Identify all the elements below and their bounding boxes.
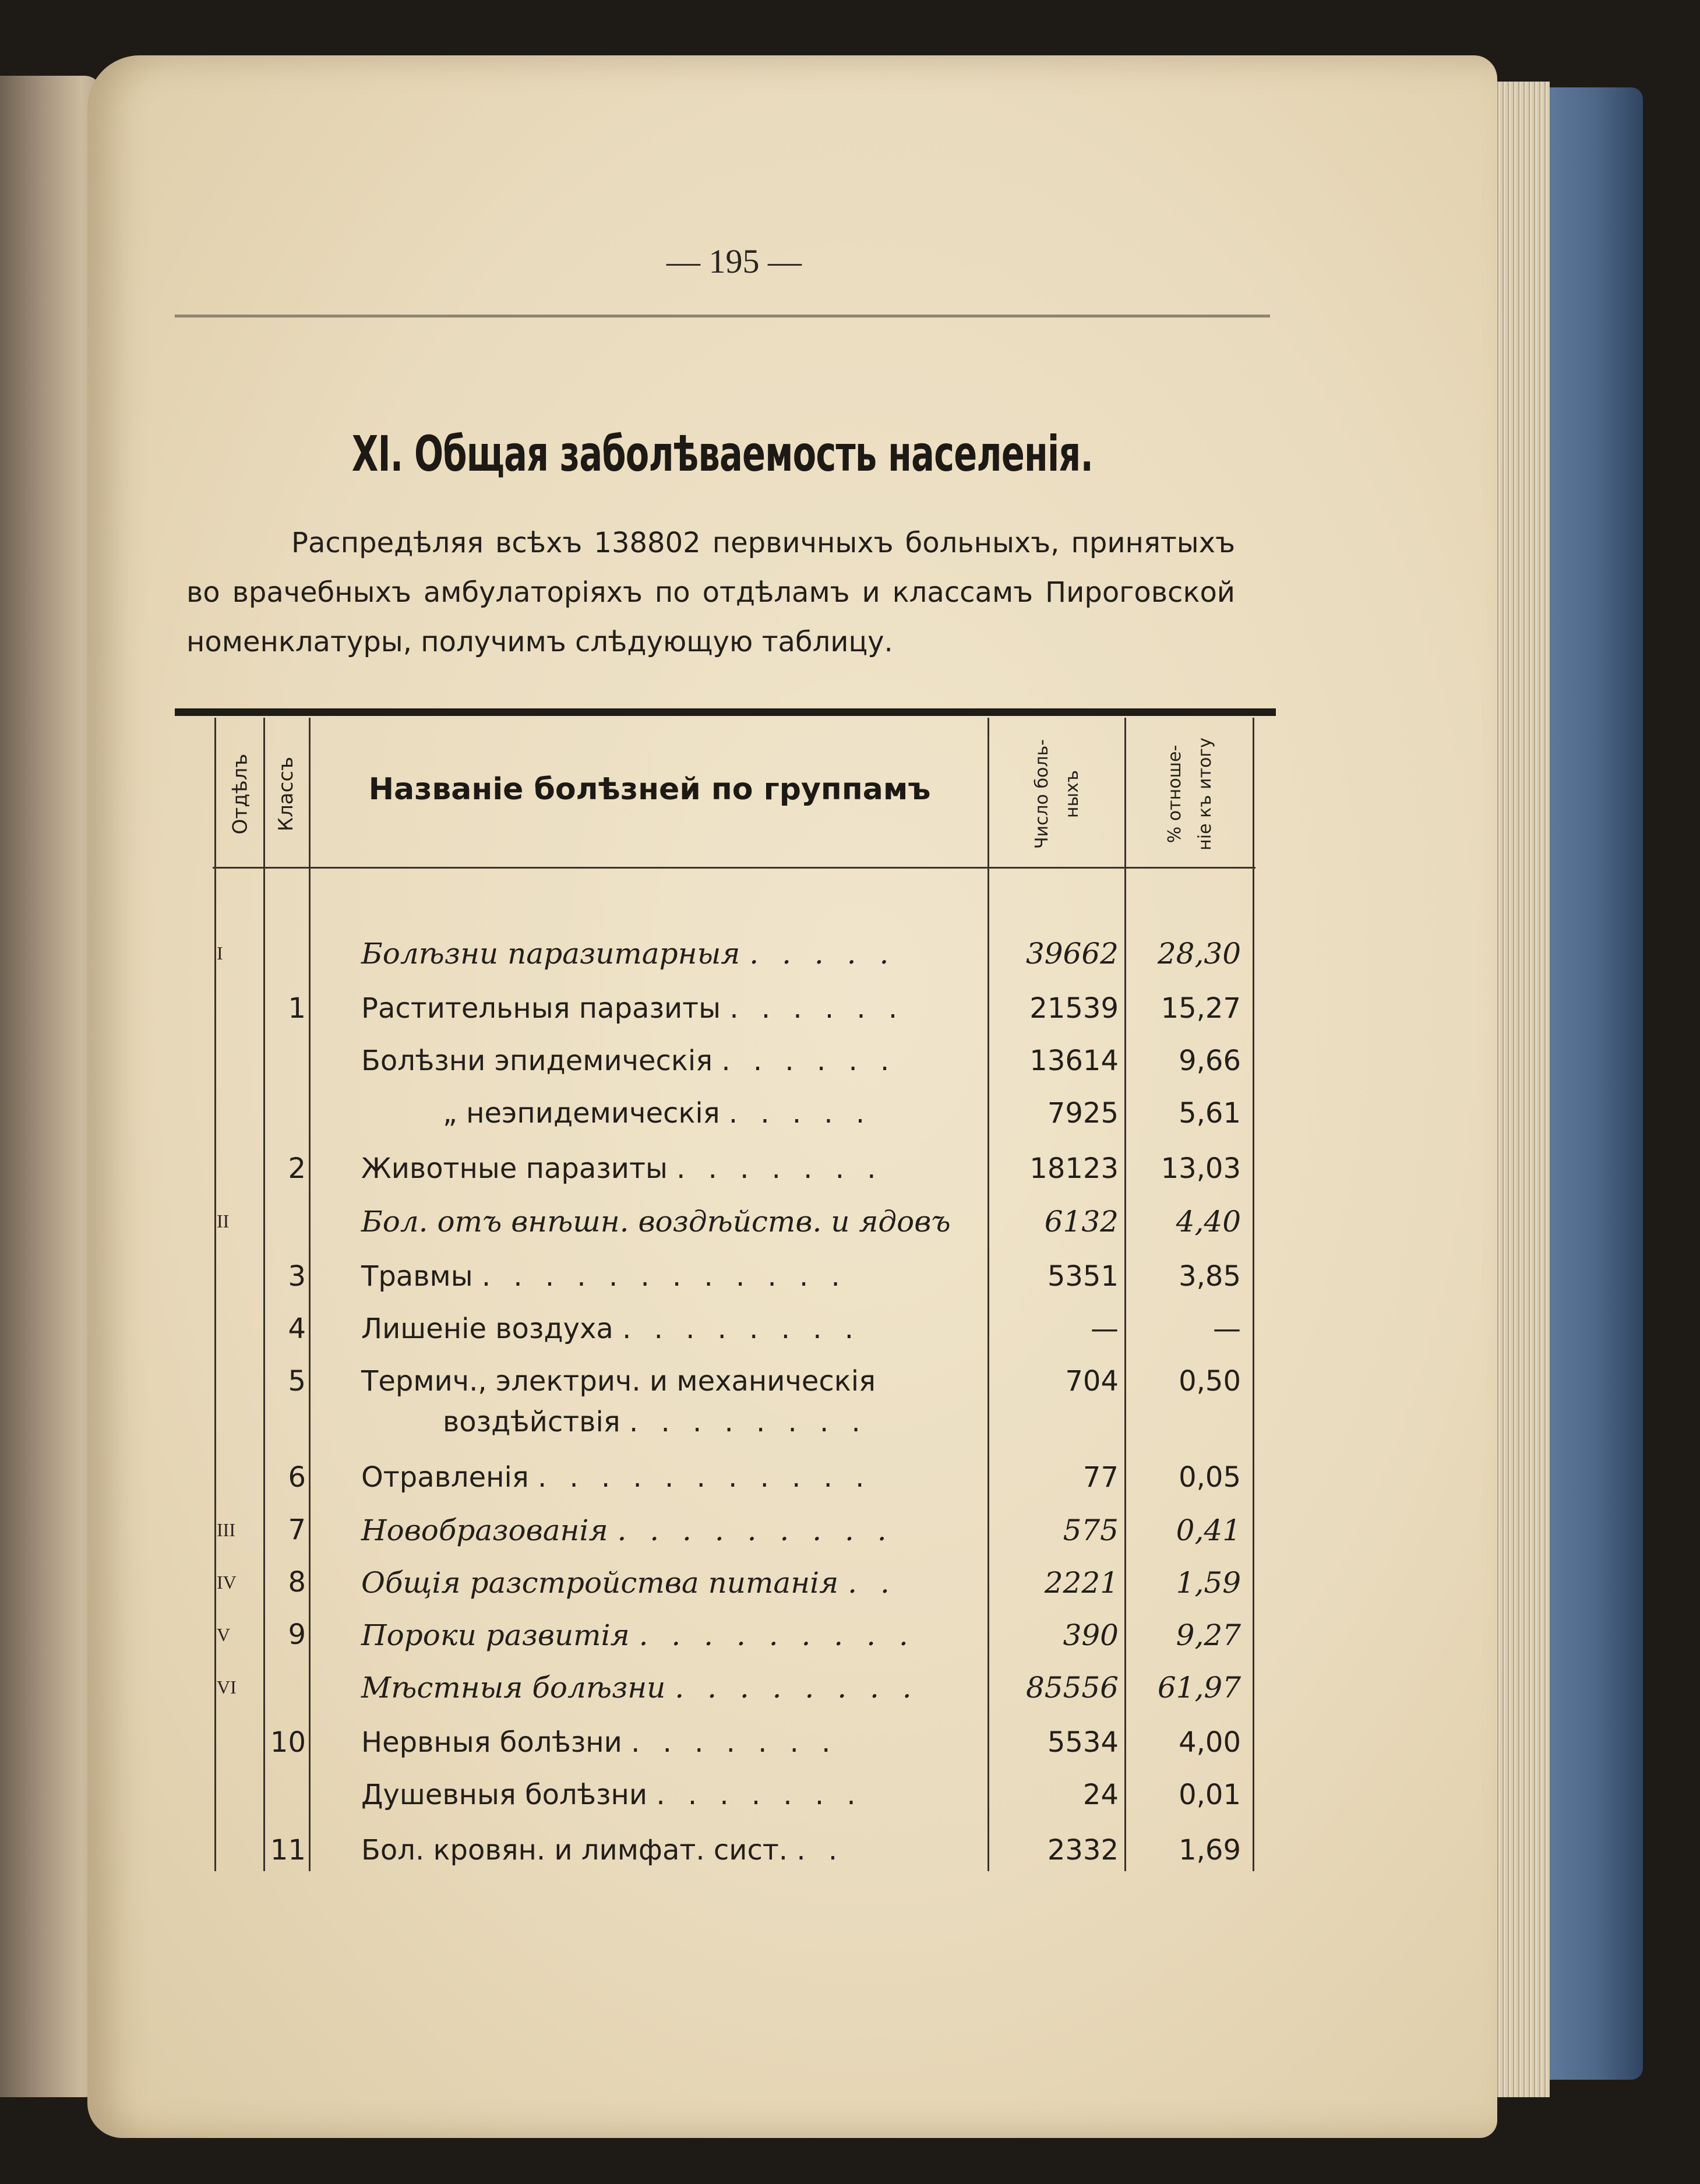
row-disease-name xyxy=(361,1461,979,1494)
table-row xyxy=(0,1200,1700,1250)
row-disease-name xyxy=(361,1513,979,1547)
row-count: 5534 xyxy=(1047,1726,1119,1759)
table-row xyxy=(0,1721,1700,1771)
row-percent: 4,40 xyxy=(1176,1205,1241,1239)
row-percent: 3,85 xyxy=(1179,1260,1241,1293)
header-percent-line2: ніе къ итогу xyxy=(1194,737,1215,851)
section-title: XI. Общая заболѣваемость населенія. xyxy=(351,425,1094,482)
row-percent: 9,66 xyxy=(1179,1045,1241,1077)
row-name-text: Лишеніе воздуха xyxy=(361,1312,613,1345)
page-number: — 195 — xyxy=(666,242,802,280)
header-dept xyxy=(217,725,263,862)
row-name-text: Душевныя болѣзни xyxy=(361,1779,648,1811)
row-name-text: Отравленія xyxy=(361,1461,529,1494)
table-row xyxy=(0,1666,1700,1716)
header-count xyxy=(990,725,1124,862)
row-leader-dots: . . . . . . . . . . . . xyxy=(481,1260,847,1293)
row-disease-name xyxy=(361,1260,979,1293)
intro-paragraph: Распредѣляя всѣхъ 138802 первичныхъ больныхъ, принятыхъ во врачебныхъ амбулаторіяхъ по отдѣламъ и классамъ Пироговской номенклатуры, получимъ слѣдующую таблицу. xyxy=(186,527,1235,658)
table-row xyxy=(0,1401,1700,1451)
row-count: 24 xyxy=(1082,1779,1119,1811)
row-class: 6 xyxy=(288,1461,306,1494)
row-name-text: Мѣстныя болѣзни xyxy=(361,1671,666,1705)
header-percent xyxy=(1127,725,1253,862)
row-leader-dots: . . xyxy=(796,1834,845,1867)
row-leader-dots: . . . . . . . . xyxy=(622,1312,860,1345)
table-row xyxy=(0,1255,1700,1305)
table-row xyxy=(0,1308,1700,1357)
table-row xyxy=(0,1148,1700,1197)
row-name-text: Болѣзни эпидемическія xyxy=(361,1045,713,1077)
header-count-line2: ныхъ xyxy=(1061,770,1082,818)
row-percent: 0,05 xyxy=(1179,1461,1241,1494)
row-name-text: Нервныя болѣзни xyxy=(361,1726,622,1759)
row-count: 5351 xyxy=(1047,1260,1119,1293)
row-leader-dots: . . . . . . xyxy=(721,1045,897,1077)
row-name-text: Растительныя паразиты xyxy=(361,992,721,1025)
table-row xyxy=(0,1614,1700,1663)
row-disease-name xyxy=(361,1312,979,1345)
row-disease-name xyxy=(361,1566,979,1600)
row-disease-name xyxy=(361,1365,979,1398)
row-class: 3 xyxy=(288,1260,306,1293)
row-class: 7 xyxy=(288,1513,306,1546)
row-count: 18123 xyxy=(1029,1152,1119,1185)
row-dept: V xyxy=(217,1624,231,1645)
header-dept-label: Отдѣлъ xyxy=(228,753,252,834)
row-class: 9 xyxy=(288,1618,306,1651)
row-leader-dots: . . . . . . . xyxy=(656,1779,863,1811)
row-disease-name xyxy=(443,1097,1060,1130)
row-disease-name xyxy=(361,1671,979,1705)
row-percent: 0,41 xyxy=(1176,1513,1241,1547)
row-percent: 28,30 xyxy=(1157,937,1241,971)
row-disease-name xyxy=(361,992,979,1025)
row-percent: 4,00 xyxy=(1179,1726,1241,1759)
table-row xyxy=(0,987,1700,1037)
row-class: 4 xyxy=(288,1312,306,1345)
row-count: 13614 xyxy=(1029,1045,1119,1077)
header-disease-name: Названіе болѣзней по группамъ xyxy=(368,772,931,807)
row-class: 5 xyxy=(288,1365,306,1398)
row-percent: 5,61 xyxy=(1179,1097,1241,1130)
row-class: 10 xyxy=(270,1726,306,1759)
row-disease-name xyxy=(443,1406,1060,1438)
table-row xyxy=(0,1774,1700,1823)
table-row xyxy=(0,1509,1700,1558)
row-class: 11 xyxy=(270,1834,306,1867)
header-class xyxy=(263,725,309,862)
row-percent: 0,50 xyxy=(1179,1365,1241,1398)
row-count: 77 xyxy=(1082,1461,1119,1494)
row-name-text: „ неэпидемическія xyxy=(443,1097,720,1130)
row-dept: II xyxy=(217,1211,230,1232)
row-dept: IV xyxy=(217,1572,237,1593)
row-percent: 13,03 xyxy=(1161,1152,1241,1185)
header-percent-line1: % отноше- xyxy=(1164,745,1185,843)
row-count: 2221 xyxy=(1044,1566,1119,1600)
row-name-text: Болѣзни паразитарныя xyxy=(361,937,740,971)
row-percent: 9,27 xyxy=(1176,1618,1241,1652)
row-percent: 1,59 xyxy=(1176,1566,1241,1600)
table-top-rule xyxy=(175,708,1276,716)
row-count: 85556 xyxy=(1025,1671,1119,1705)
row-disease-name xyxy=(361,1045,979,1077)
header-class-label: Классъ xyxy=(274,756,298,831)
row-count: 704 xyxy=(1065,1365,1119,1398)
row-leader-dots: . . . . . . . . xyxy=(675,1671,919,1705)
row-name-text: Новобразованія xyxy=(361,1513,608,1547)
row-class: 1 xyxy=(288,992,306,1025)
table-header-rule xyxy=(213,867,1255,869)
row-leader-dots: . . . . . xyxy=(749,937,896,971)
row-dept: VI xyxy=(217,1677,237,1698)
row-disease-name xyxy=(361,937,979,971)
table-row xyxy=(0,1092,1700,1142)
row-leader-dots: . . . . . . . . . xyxy=(639,1618,915,1652)
row-count: 6132 xyxy=(1044,1205,1119,1239)
table-row xyxy=(0,1456,1700,1506)
row-leader-dots: . . xyxy=(848,1566,897,1600)
row-disease-name xyxy=(361,1152,979,1185)
row-count: 575 xyxy=(1063,1513,1119,1547)
row-name-text: Травмы xyxy=(361,1260,473,1293)
row-percent: — xyxy=(1213,1312,1241,1345)
row-count: 2332 xyxy=(1047,1834,1119,1867)
row-dept: I xyxy=(217,943,223,964)
row-disease-name xyxy=(361,1834,979,1867)
row-percent: 0,01 xyxy=(1179,1779,1241,1811)
row-leader-dots: . . . . . . xyxy=(729,992,905,1025)
row-count: 390 xyxy=(1063,1618,1119,1652)
row-name-text: Бол. кровян. и лимфат. сист. xyxy=(361,1834,788,1867)
row-count: — xyxy=(1091,1312,1119,1345)
row-leader-dots: . . . . . . . xyxy=(676,1152,883,1185)
row-leader-dots: . . . . . . . . . . . xyxy=(537,1461,872,1494)
header-count-line1: Число боль- xyxy=(1031,739,1052,849)
row-class: 2 xyxy=(288,1152,306,1185)
row-disease-name xyxy=(361,1726,979,1759)
row-class: 8 xyxy=(288,1566,306,1599)
row-leader-dots: . . . . . . . xyxy=(631,1726,838,1759)
row-percent: 1,69 xyxy=(1179,1834,1241,1867)
row-name-text: Термич., электрич. и механическія xyxy=(361,1365,876,1398)
table-row xyxy=(0,1829,1700,1879)
row-leader-dots: . . . . . xyxy=(728,1097,872,1130)
row-count: 39662 xyxy=(1025,937,1119,971)
header-rule xyxy=(175,315,1270,317)
row-name-text: воздѣйствія xyxy=(443,1406,620,1438)
row-leader-dots: . . . . . . . . . xyxy=(617,1513,894,1547)
row-disease-name xyxy=(361,1618,979,1652)
row-disease-name xyxy=(361,1779,979,1811)
row-disease-name xyxy=(361,1205,979,1239)
row-name-text: Животные паразиты xyxy=(361,1152,668,1185)
row-percent: 61,97 xyxy=(1157,1671,1241,1705)
row-name-text: Бол. отъ внѣшн. воздѣйств. и ядовъ xyxy=(361,1205,951,1239)
row-dept: III xyxy=(217,1519,235,1540)
row-leader-dots: . . . . . . . . xyxy=(629,1406,867,1438)
row-name-text: Пороки развитія xyxy=(361,1618,630,1652)
table-row xyxy=(0,1561,1700,1611)
table-row xyxy=(0,932,1700,982)
row-count: 7925 xyxy=(1047,1097,1119,1130)
row-percent: 15,27 xyxy=(1161,992,1241,1025)
row-name-text: Общія разстройства питанія xyxy=(361,1566,839,1600)
row-count: 21539 xyxy=(1029,992,1119,1025)
table-row xyxy=(0,1040,1700,1089)
